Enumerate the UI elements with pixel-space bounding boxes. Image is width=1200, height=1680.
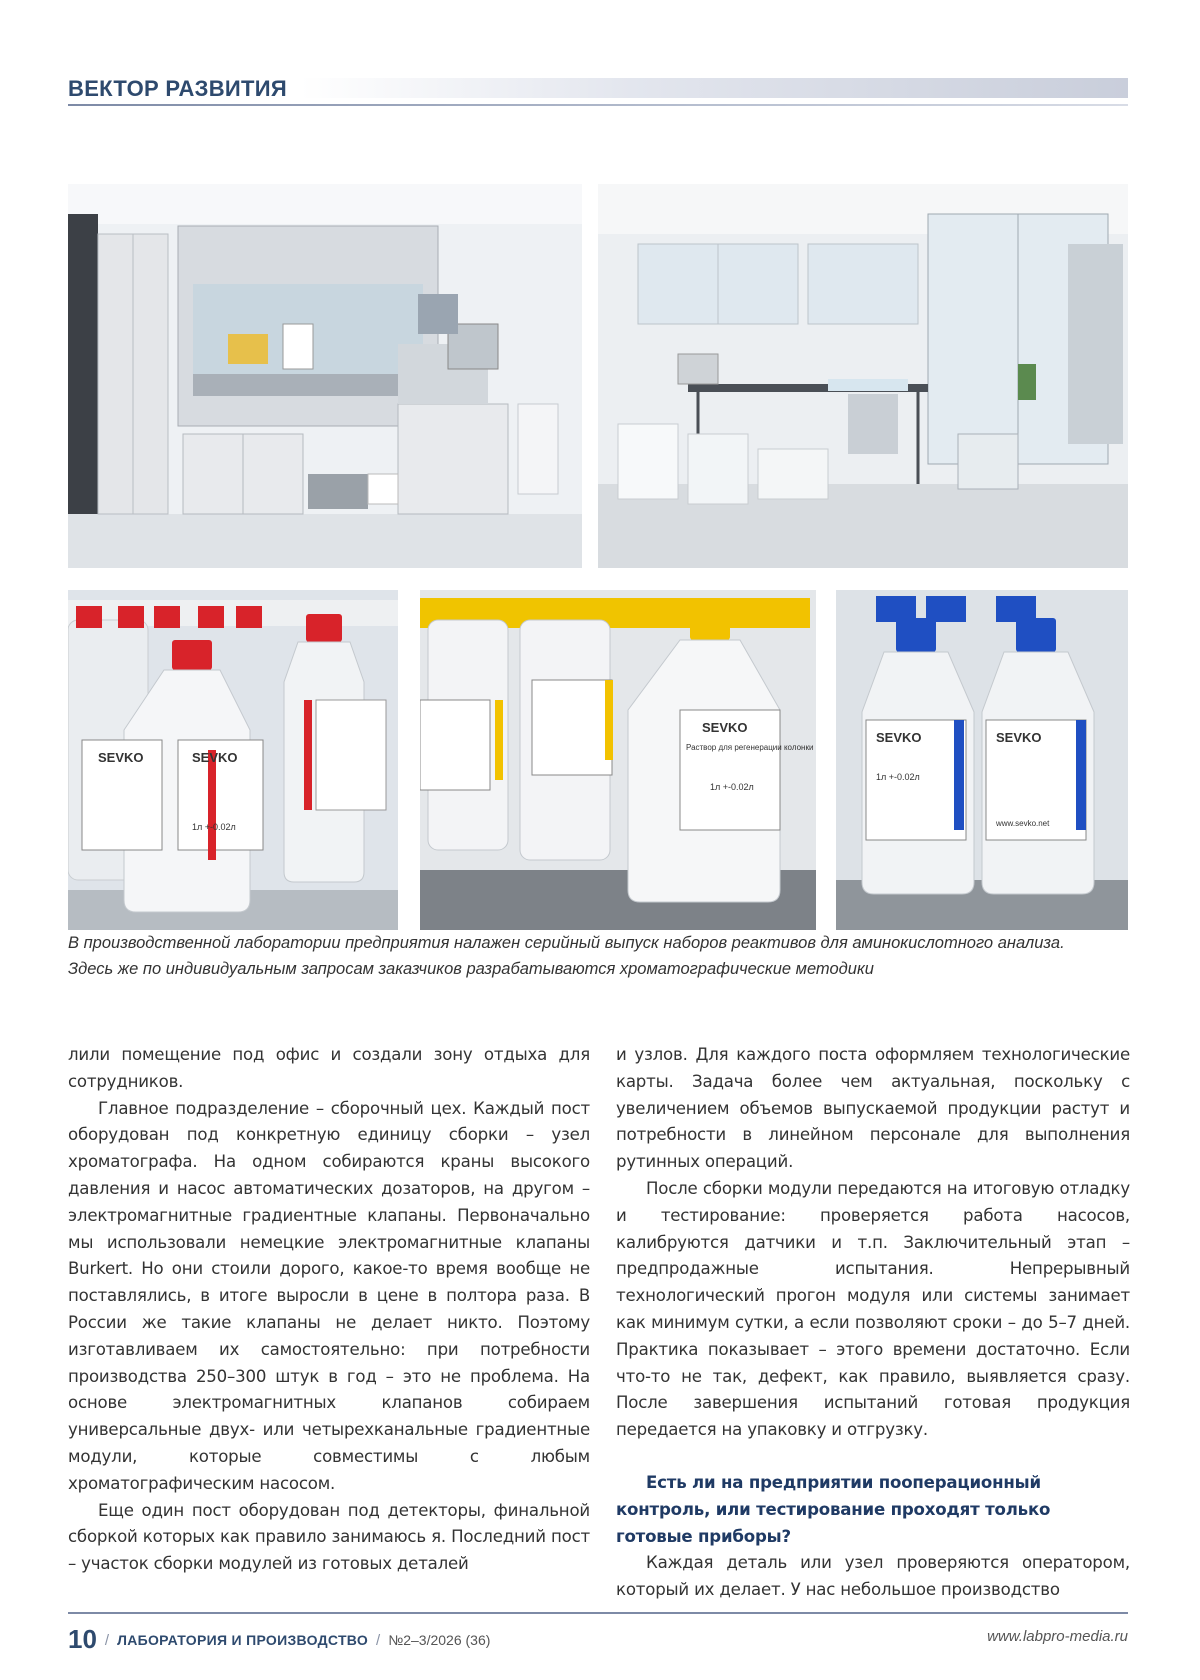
footer-separator: / <box>104 1632 110 1649</box>
label-volume-red: 1л +-0.02л <box>192 822 236 832</box>
caption-line-1: В производственной лаборатории предприятия налажен серийный выпуск наборов реактивов для аминокислотного анализа. <box>68 934 1065 952</box>
magazine-title: ЛАБОРАТОРИЯ И ПРОИЗВОДСТВО <box>117 1632 369 1648</box>
paragraph: После сборки модули передаются на итоговую отладку и тестирование: проверяется работа насосов, калибруются датчики и т.п. Заключительный этап – предпродажные испытания. Непрерывный технологический прогон модуля или системы занимает как минимум сутки, а если позволяют сроки – до 5–7 дней. Практика показывает – этого времени достаточно. Если что-то не так, дефект, как правило, выявляется сразу. После завершения испытаний готовая продукция передается на упаковку и отгрузку. <box>616 1178 1130 1440</box>
caption-line-2: Здесь же по индивидуальным запросам заказчиков разрабатываются хроматографические методики <box>68 960 874 978</box>
interview-question: Есть ли на предприятии пооперационный контроль, или тестирование проходят только готовые приборы? <box>616 1472 1051 1546</box>
photo-lab-room <box>598 184 1128 568</box>
footer-info <box>68 1624 490 1655</box>
label-brand-blue-1: SEVKO <box>876 730 922 745</box>
issue-number: №2–3/2026 (36) <box>388 1632 491 1648</box>
label-brand-yellow: SEVKO <box>702 720 748 735</box>
paragraph: лили помещение под офис и создали зону отдыха для сотрудников. <box>68 1045 590 1091</box>
footer-separator: / <box>376 1632 381 1649</box>
section-title: ВЕКТОР РАЗВИТИЯ <box>68 76 287 101</box>
paragraph: Главное подразделение – сборочный цех. Каждый пост оборудован под конкретную единицу сборки – узел хроматографа. На одном собираются краны высокого давления и насос автоматических дозаторов, на другом – электромагнитные градиентные клапаны. Первоначально мы использовали немецкие электромагнитные клапаны Burkert. Но они стоили дорого, какое-то время вообще не поставлялись, в итоге выросли в цене в полтора раза. В России же такие клапаны не делает никто. Поэтому изготавливаем их самостоятельно: при потребности производства 250–300 штук в год – это не проблема. На основе электромагнитных клапанов собираем универсальные двух- или четырехканальные градиентные модули, которые совместимы с любым хроматографическим насосом. <box>68 1098 590 1493</box>
photo-blue-cap-bottles <box>836 590 1128 930</box>
page-number: 10 <box>68 1624 97 1654</box>
paragraph: Еще один пост оборудован под детекторы, финальной сборкой которых как правило занимаюсь я. Последний пост – участок сборки модулей из готовых деталей <box>68 1500 590 1574</box>
text-column-right <box>616 1042 1130 1604</box>
header-rule <box>68 104 1128 106</box>
label-brand-red-2: SEVKO <box>192 750 238 765</box>
label-name-yellow: Раствор для регенерации колонки <box>686 743 814 752</box>
interview-answer: Каждая деталь или узел проверяются оператором, который их делает. У нас небольшое производство <box>616 1553 1130 1600</box>
text-column-left <box>68 1042 590 1578</box>
photo-yellow-cap-bottles <box>420 590 816 930</box>
paragraph: и узлов. Для каждого поста оформляем технологические карты. Задача более чем актуальная, поскольку с увеличением объемов выпускаемой продукции растут и потребности в линейном персонале для выполнения рутинных операций. <box>616 1045 1130 1172</box>
label-volume-blue: 1л +-0.02л <box>876 772 920 782</box>
header-gradient-bar <box>300 78 1128 98</box>
label-brand-red-1: SEVKO <box>98 750 144 765</box>
footer-rule <box>68 1612 1128 1614</box>
label-volume-yellow: 1л +-0.02л <box>710 782 754 792</box>
photo-lab-fume-hood <box>68 184 582 568</box>
footer-website-link[interactable]: www.labpro-media.ru <box>987 1628 1128 1645</box>
label-brand-blue-2: SEVKO <box>996 730 1042 745</box>
label-website-blue: www.sevko.net <box>996 819 1050 828</box>
photo-red-cap-bottles <box>68 590 398 930</box>
photo-caption <box>68 930 1128 982</box>
